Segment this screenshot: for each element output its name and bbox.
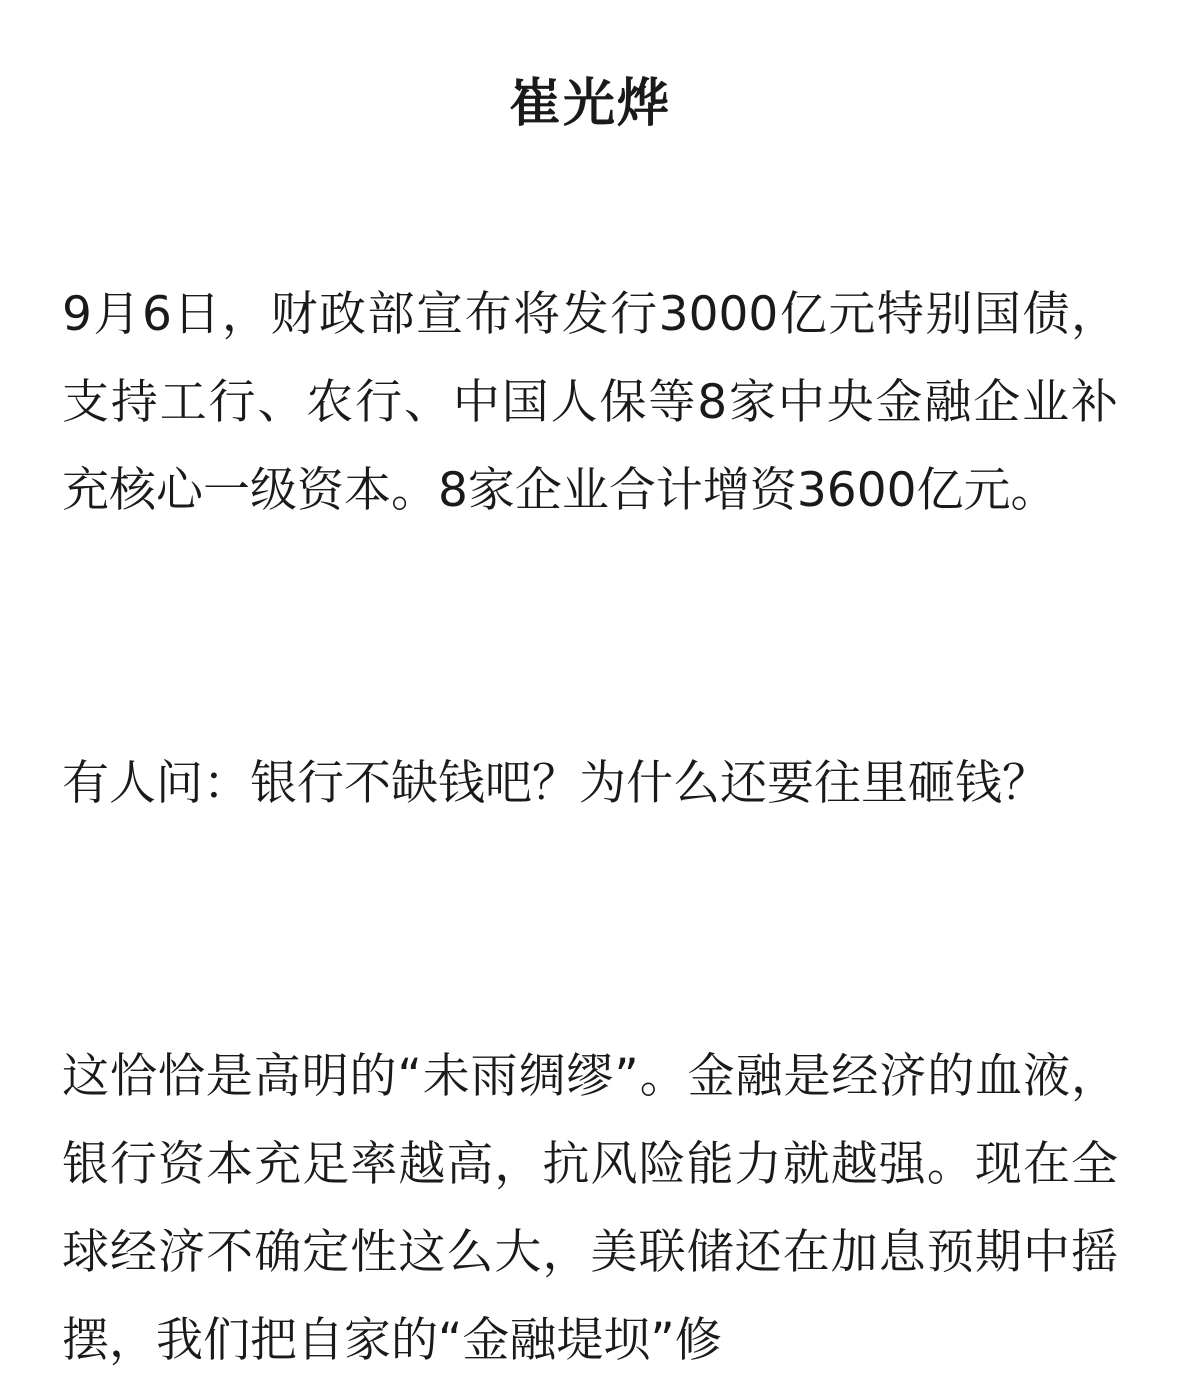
paragraph-3: 这恰恰是高明的“未雨绸缪”。金融是经济的血液，银行资本充足率越高，抗风险能力就越强。现在全球经济不确定性这么大，美联储还在加息预期中摇摆，我们把自家的“金融堤坝”修: [62, 1049, 1118, 1368]
paragraph-2: 有人问：银行不缺钱吧？为什么还要往里砸钱？: [62, 756, 1049, 811]
paragraph-1: 9月6日，财政部宣布将发行3000亿元特别国债，支持工行、农行、中国人保等8家中央金融企业补充核心一级资本。8家企业合计增资3600亿元。: [62, 287, 1118, 518]
author-name: 崔光烨: [508, 74, 671, 134]
